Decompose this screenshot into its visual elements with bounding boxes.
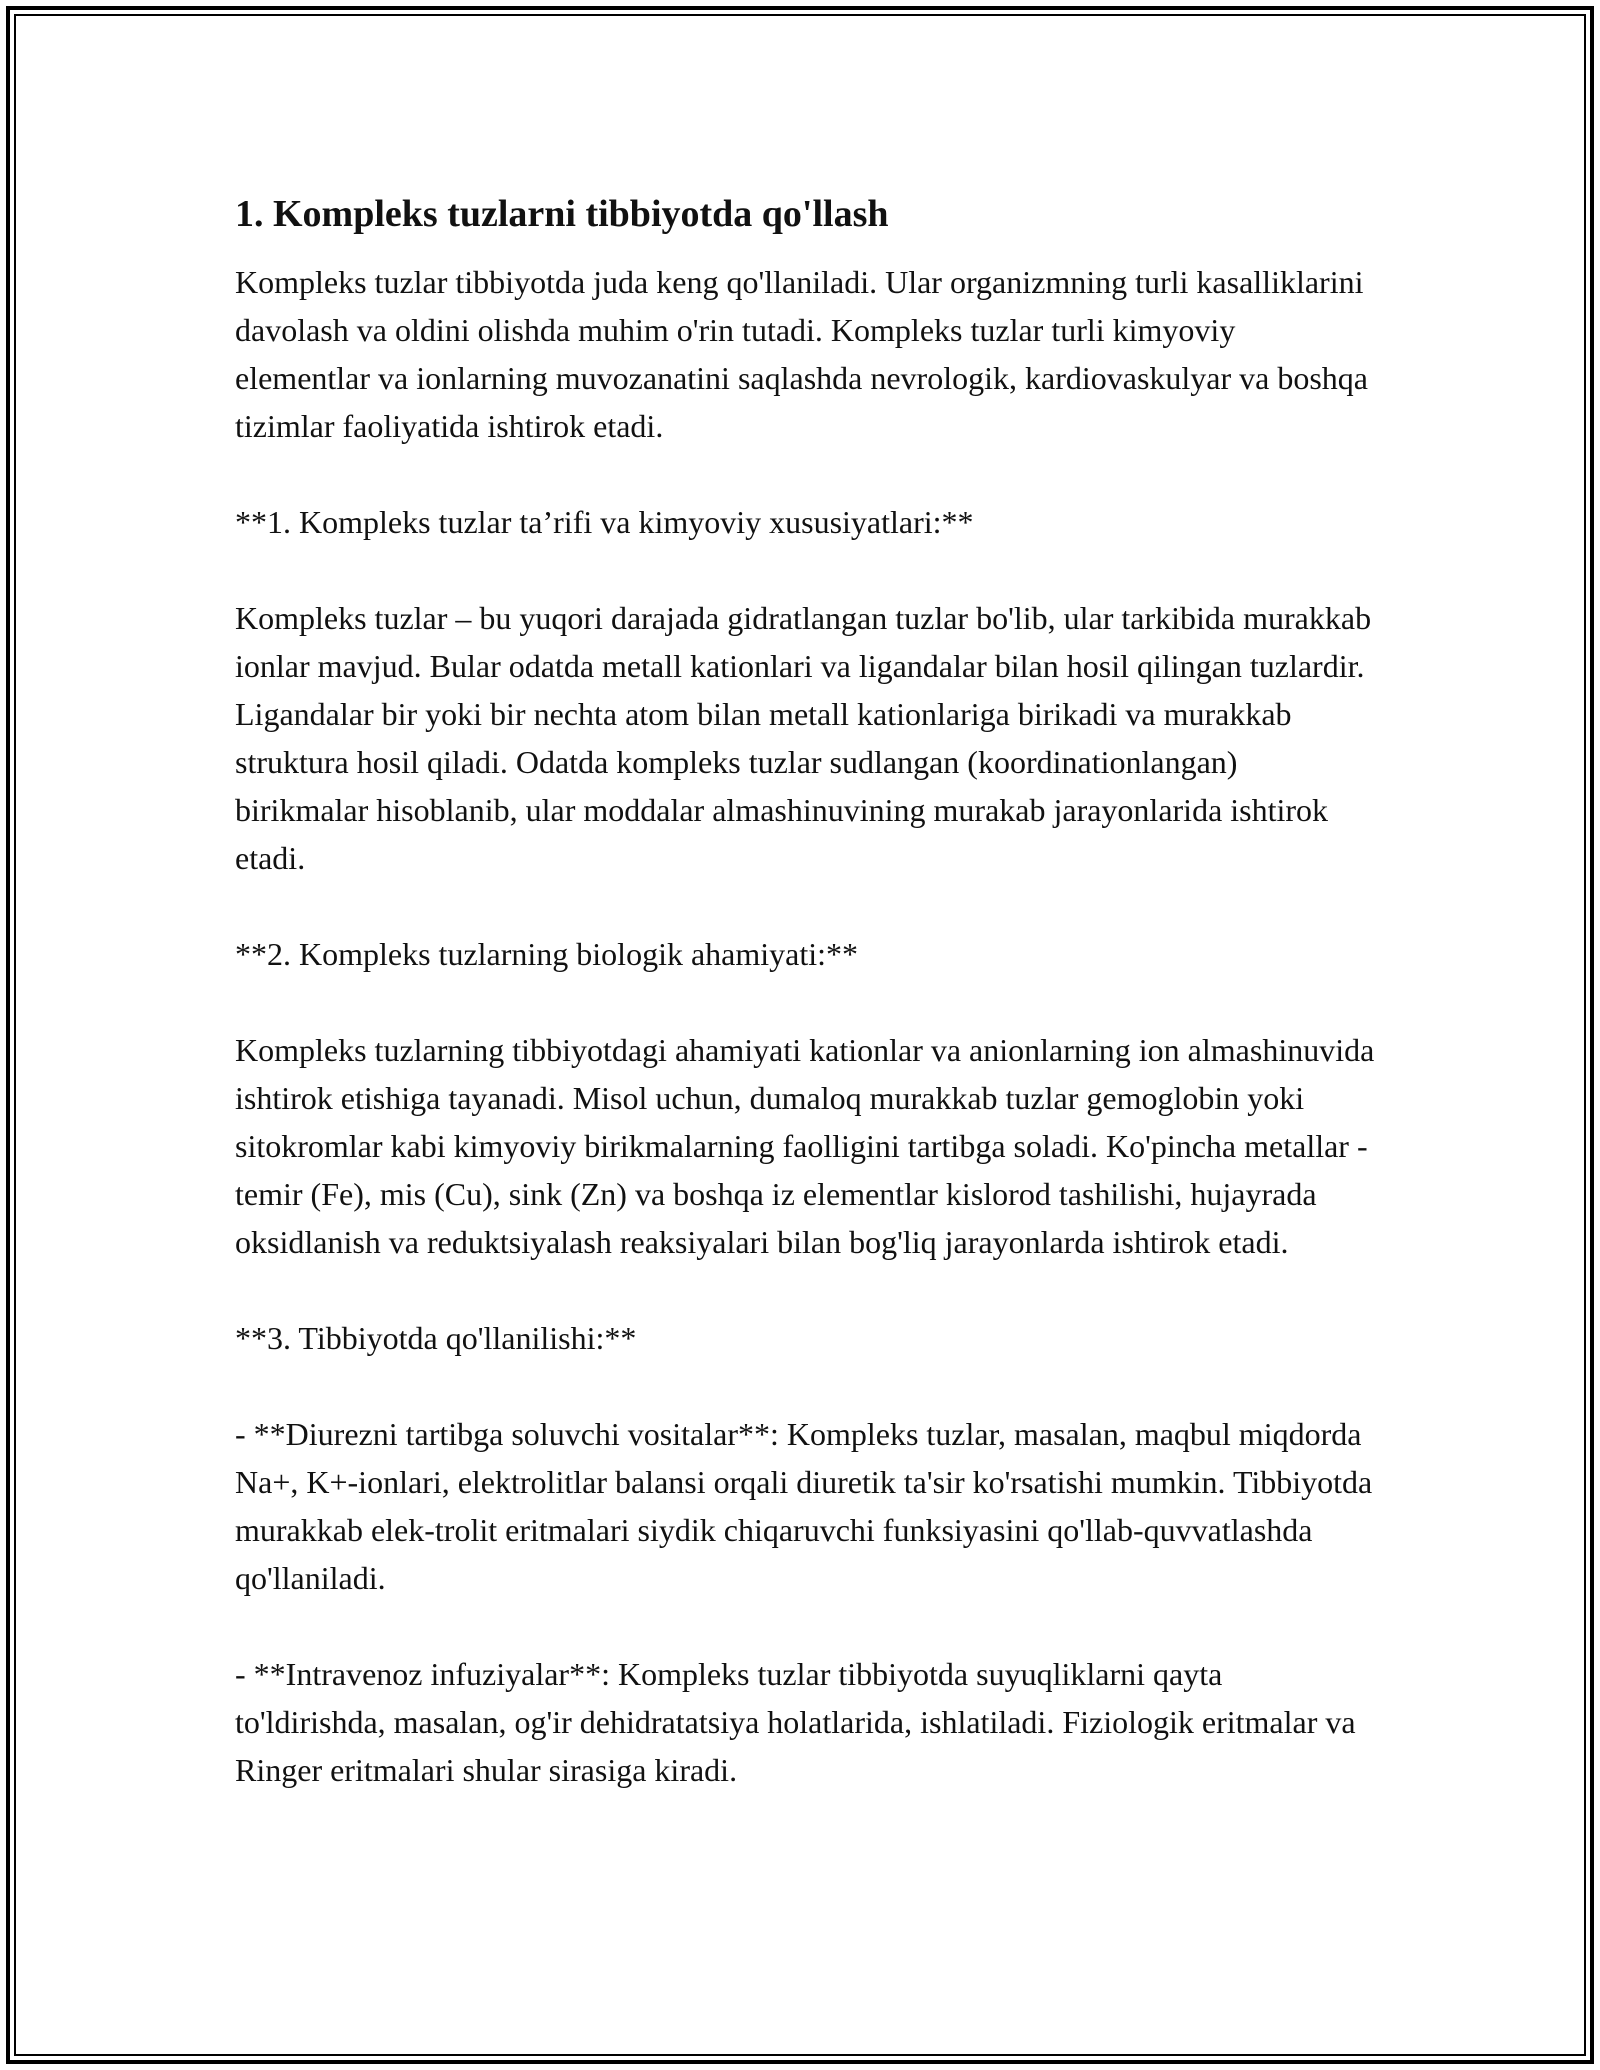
- intro-paragraph: Kompleks tuzlar tibbiyotda juda keng qo'llaniladi. Ular organizmning turli kasalliklarini davolash va oldini olishda muhim o'rin tutadi. Kompleks tuzlar turli kimyoviy elementlar va ionlarning muvozanatini saqlashda nevrologik, kardiovaskulyar va boshqa tizimlar faoliyatida ishtirok etadi.: [235, 264, 1368, 444]
- section-heading-biological: **2. Kompleks tuzlarning biologik ahamiyati:**: [235, 936, 859, 972]
- definition-paragraph: Kompleks tuzlar – bu yuqori darajada gidratlangan tuzlar bo'lib, ular tarkibida murakkab ionlar mavjud. Bular odatda metall kationlari va ligandalar bilan hosil qilingan tuzlardir. Ligandalar bir yoki bir nechta atom bilan metall kationlariga birikadi va murakkab struktura hosil qiladi. Odatda kompleks tuzlar sudlangan (koordinationlangan) birikmalar hisoblanib, ular moddalar almashinuvining murakab jarayonlarida ishtirok etadi.: [235, 600, 1372, 876]
- section-heading-definition: **1. Kompleks tuzlar ta’rifi va kimyoviy xususiyatlari:**: [235, 504, 974, 540]
- document-body: [235, 190, 1375, 1842]
- biological-paragraph: Kompleks tuzlarning tibbiyotdagi ahamiyati kationlar va anionlarning ion almashinuvida ishtirok etishiga tayanadi. Misol uchun, dumaloq murakkab tuzlar gemoglobin yoki sitokromlar kabi kimyoviy birikmalarning faolligini tartibga soladi. Ko'pincha metallar - temir (Fe), mis (Cu), sink (Zn) va boshqa iz elementlar kislorod tashilishi, hujayrada oksidlanish va reduktsiyalash reaksiyalari bilan bog'liq jarayonlarda ishtirok etadi.: [235, 1032, 1375, 1260]
- diuresis-item: - **Diurezni tartibga soluvchi vositalar**: Kompleks tuzlar, masalan, maqbul miqdorda Na+, K+-ionlari, elektrolitlar balansi orqali diuretik ta'sir ko'rsatishi mumkin. Tibbiyotda murakkab elek-trolit eritmalari siydik chiqaruvchi funksiyasini qo'llab-quvvatlashda qo'llaniladi.: [235, 1416, 1373, 1596]
- infusion-item: - **Intravenoz infuziyalar**: Kompleks tuzlar tibbiyotda suyuqliklarni qayta to'ldirishda, masalan, og'ir dehidratatsiya holatlarida, ishlatiladi. Fiziologik eritmalar va Ringer eritmalari shular sirasiga kiradi.: [235, 1656, 1356, 1788]
- document-title: 1. Kompleks tuzlarni tibbiyotda qo'llash: [235, 193, 889, 235]
- section-heading-medical-use: **3. Tibbiyotda qo'llanilishi:**: [235, 1320, 637, 1356]
